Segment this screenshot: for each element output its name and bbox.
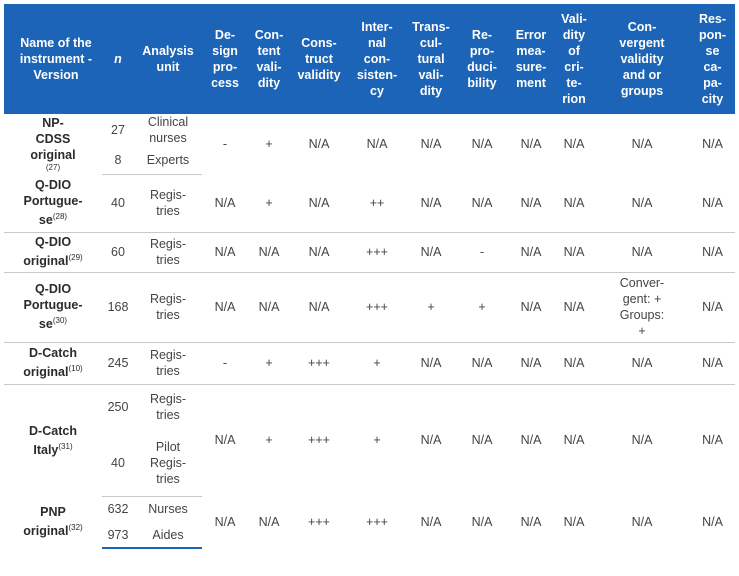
- header-text: nal: [367, 36, 387, 50]
- reference-number: (32): [68, 523, 83, 533]
- rating-line: Groups:: [619, 308, 665, 322]
- analysis-unit-line: Regis-: [149, 392, 187, 407]
- rating-cell: +++: [348, 232, 406, 272]
- header-text: tural: [417, 52, 445, 66]
- header-text: De-: [214, 28, 236, 42]
- sample-size: 40: [102, 174, 134, 232]
- rating-cell: -: [456, 232, 508, 272]
- rating-cell: +: [348, 342, 406, 384]
- column-header-4: [248, 4, 290, 114]
- rating-cell: ++: [348, 174, 406, 232]
- rating-cell: N/A: [702, 137, 723, 151]
- header-row: [4, 4, 735, 114]
- rating-line: gent: +: [622, 292, 662, 306]
- instrument-name-line: [6, 345, 100, 361]
- header-text: pa-: [703, 76, 722, 90]
- reference-number: (27): [45, 163, 61, 172]
- rating-cell: +++: [366, 515, 388, 529]
- rating-cell: N/A: [471, 515, 493, 529]
- rating-cell: N/A: [520, 515, 542, 529]
- instrument-name: [4, 114, 102, 174]
- table-header: [4, 4, 735, 114]
- sample-size: 250: [107, 400, 129, 415]
- instrument-name: [4, 174, 102, 232]
- instrument-name-line: [6, 281, 100, 297]
- rating-cell: N/A: [690, 342, 735, 384]
- table-row: [4, 232, 735, 272]
- rating-cell: N/A: [456, 174, 508, 232]
- header-text: Con-: [627, 20, 657, 34]
- rating-cell: N/A: [248, 272, 290, 342]
- instrument-name-line: [6, 209, 100, 228]
- analysis-unit-line: Regis-: [149, 188, 187, 202]
- rating-cell: N/A: [214, 433, 236, 448]
- table-row: [4, 496, 735, 522]
- analysis-unit-line: Nurses: [148, 502, 188, 517]
- rating-cell: +++: [308, 433, 330, 448]
- header-text: pro-: [469, 44, 495, 58]
- rating-cell: +++: [308, 515, 330, 529]
- instrument-name-text: D-Catch: [29, 346, 77, 361]
- rating-cell: N/A: [202, 174, 248, 232]
- instrument-name-line: [6, 439, 100, 458]
- instrument-name: [4, 342, 102, 384]
- instrument-name-line: [6, 147, 100, 163]
- table-body: [4, 114, 735, 548]
- table-row: [4, 174, 735, 232]
- rating-cell: N/A: [563, 137, 585, 151]
- header-text: of: [568, 44, 580, 58]
- header-text: Error: [515, 28, 547, 42]
- sample-size: 27: [111, 123, 125, 137]
- column-header-12: [690, 4, 735, 114]
- instrument-name-line: [6, 177, 100, 193]
- analysis-unit: [134, 430, 202, 496]
- instrument-name-line: [6, 131, 100, 147]
- instrument-name-text: Q-DIO: [34, 178, 72, 193]
- reference-number: (29): [68, 253, 83, 263]
- instrument-name-text: original: [23, 254, 69, 269]
- reference-number: (28): [52, 212, 68, 222]
- header-text: groups: [620, 84, 664, 98]
- rating-cell: N/A: [406, 342, 456, 384]
- analysis-unit-line: Aides: [152, 527, 184, 542]
- header-text: Version: [33, 68, 79, 82]
- instrument-name-text: Italy: [33, 442, 59, 457]
- instrument-name-text: NP-: [42, 116, 64, 130]
- header-text: mea-: [516, 44, 546, 58]
- analysis-unit-line: Experts: [146, 152, 190, 167]
- rating-cell: N/A: [554, 232, 594, 272]
- analysis-unit-line: Regis-: [149, 348, 187, 362]
- rating-cell: N/A: [258, 515, 280, 529]
- instrument-name-text: PNP: [40, 505, 66, 520]
- analysis-unit-line: Regis-: [149, 292, 187, 306]
- rating-cell: +: [248, 342, 290, 384]
- rating-cell: +++: [348, 272, 406, 342]
- table-row: [4, 272, 735, 342]
- header-text: Name of the: [20, 36, 92, 50]
- header-text: cri-: [564, 60, 584, 74]
- rating-cell: N/A: [594, 342, 690, 384]
- header-text: bility: [467, 76, 497, 90]
- rating-cell: +: [248, 174, 290, 232]
- instrument-name-line: [6, 250, 100, 269]
- header-text: rion: [562, 92, 586, 106]
- column-header-0: [4, 4, 102, 114]
- rating-cell: N/A: [420, 515, 442, 529]
- rating-cell: N/A: [690, 272, 735, 342]
- column-header-3: [202, 4, 248, 114]
- analysis-unit-line: tries: [156, 408, 180, 423]
- rating-cell: -: [202, 342, 248, 384]
- rating-cell: [594, 272, 690, 342]
- rating-cell: N/A: [690, 232, 735, 272]
- column-header-11: [594, 4, 690, 114]
- rating-cell: N/A: [554, 272, 594, 342]
- header-text: con-: [363, 52, 391, 66]
- header-text: cul-: [419, 36, 443, 50]
- rating-cell: N/A: [554, 342, 594, 384]
- rating-cell: N/A: [508, 342, 554, 384]
- column-header-1: [102, 4, 134, 114]
- column-header-6: [348, 4, 406, 114]
- rating-cell: N/A: [508, 232, 554, 272]
- instrument-name: [4, 272, 102, 342]
- instrument-name-text: original: [23, 524, 69, 539]
- rating-cell: +: [265, 137, 273, 151]
- header-text: instrument -: [19, 52, 93, 66]
- rating-cell: N/A: [290, 272, 348, 342]
- rating-cell: N/A: [508, 272, 554, 342]
- instrument-name: [4, 496, 102, 548]
- header-text: unit: [156, 60, 180, 74]
- rating-cell: N/A: [420, 137, 442, 151]
- column-header-8: [456, 4, 508, 114]
- table-row: [4, 114, 735, 146]
- instrument-name-line: [6, 313, 100, 332]
- analysis-unit: [134, 174, 202, 232]
- header-text: ment: [516, 76, 546, 90]
- rating-cell: N/A: [290, 174, 348, 232]
- sample-size: 973: [102, 522, 134, 548]
- rating-cell: +: [373, 433, 381, 448]
- rating-cell: N/A: [508, 174, 554, 232]
- rating-cell: N/A: [456, 342, 508, 384]
- rating-cell: N/A: [471, 137, 493, 151]
- rating-cell: N/A: [563, 433, 585, 448]
- rating-cell: -: [222, 137, 228, 151]
- analysis-unit-line: Pilot: [155, 439, 181, 454]
- analysis-unit-line: tries: [156, 471, 180, 486]
- header-text: vali-: [418, 68, 444, 82]
- rating-cell: +: [406, 272, 456, 342]
- header-text: Vali-: [561, 12, 587, 26]
- header-text: dity: [419, 84, 443, 98]
- rating-cell: N/A: [631, 515, 653, 529]
- header-text: Cons-: [301, 36, 337, 50]
- analysis-unit-line: Clinical: [147, 115, 189, 129]
- header-text: sign: [212, 44, 238, 58]
- rating-cell: N/A: [631, 433, 653, 448]
- instrument-name-text: se: [38, 213, 53, 228]
- column-header-10: [554, 4, 594, 114]
- reference-number: (31): [58, 441, 73, 451]
- instrument-name-text: CDSS: [35, 132, 71, 146]
- analysis-unit: [134, 146, 202, 174]
- analysis-unit-line: Regis-: [149, 237, 187, 251]
- rating-cell: N/A: [563, 515, 585, 529]
- header-text: Analysis: [142, 44, 194, 58]
- header-text: ca-: [703, 60, 722, 74]
- rating-cell: N/A: [290, 232, 348, 272]
- rating-cell: N/A: [702, 515, 723, 529]
- instrument-name-text: Portugue-: [23, 298, 83, 313]
- table-row: [4, 342, 735, 384]
- rating-cell: N/A: [406, 174, 456, 232]
- header-text: vali-: [256, 60, 282, 74]
- validity-table: [4, 4, 735, 549]
- instrument-name-text: original: [30, 148, 76, 162]
- instrument-name-line: [6, 423, 100, 439]
- analysis-unit: [134, 114, 202, 146]
- rating-cell: N/A: [702, 433, 723, 448]
- analysis-unit-line: tries: [156, 204, 180, 218]
- reference-number: (30): [52, 316, 68, 326]
- reference-number: (10): [68, 364, 83, 374]
- header-text: validity: [620, 52, 664, 66]
- analysis-unit: [134, 522, 202, 548]
- header-text: Trans-: [412, 20, 450, 34]
- instrument-name-text: D-Catch: [29, 423, 77, 438]
- rating-cell: N/A: [520, 433, 542, 448]
- header-text: sure-: [515, 60, 547, 74]
- sample-size: 168: [102, 272, 134, 342]
- instrument-name-line: [6, 115, 100, 131]
- instrument-name-text: original: [23, 365, 69, 380]
- header-text: cy: [370, 84, 384, 98]
- header-text: sisten-: [356, 68, 398, 82]
- instrument-name-line: [6, 234, 100, 250]
- instrument-name-text: Q-DIO: [34, 282, 72, 297]
- sample-size: 632: [107, 502, 129, 517]
- instrument-name: [4, 232, 102, 272]
- sample-size: 245: [102, 342, 134, 384]
- rating-cell: +++: [290, 342, 348, 384]
- rating-cell: N/A: [594, 232, 690, 272]
- rating-line: +: [638, 324, 646, 338]
- table-row: [4, 384, 735, 430]
- rating-cell: N/A: [406, 232, 456, 272]
- instrument-name-text: Portugue-: [23, 194, 83, 209]
- sample-size: 60: [102, 232, 134, 272]
- instrument-name-line: [6, 193, 100, 209]
- instrument-name-line: [6, 520, 100, 539]
- header-text: te-: [566, 76, 582, 90]
- analysis-unit: [134, 272, 202, 342]
- instrument-name-text: se: [38, 317, 53, 332]
- header-text: city: [701, 92, 724, 106]
- header-text: pro-: [212, 60, 238, 74]
- analysis-unit-line: tries: [156, 253, 180, 267]
- instrument-name-line: [6, 297, 100, 313]
- analysis-unit-line: nurses: [149, 131, 187, 145]
- header-text: validity: [297, 68, 341, 82]
- header-text: pon-: [698, 28, 727, 42]
- rating-cell: +: [265, 433, 273, 448]
- column-header-9: [508, 4, 554, 114]
- header-text: vergent: [619, 36, 665, 50]
- rating-cell: N/A: [214, 515, 236, 529]
- analysis-unit: [134, 496, 202, 522]
- analysis-unit: [134, 342, 202, 384]
- header-text: duci-: [467, 60, 497, 74]
- analysis-unit: [134, 232, 202, 272]
- analysis-unit-line: Regis-: [149, 455, 187, 470]
- sample-size: 40: [102, 430, 134, 496]
- rating-cell: N/A: [308, 137, 330, 151]
- header-text: Con-: [254, 28, 284, 42]
- column-header-5: [290, 4, 348, 114]
- header-text: Inter-: [361, 20, 393, 34]
- sample-size: 8: [102, 146, 134, 174]
- header-text: n: [114, 52, 122, 66]
- header-text: dity: [257, 76, 281, 90]
- header-text: tent: [257, 44, 281, 58]
- rating-cell: N/A: [202, 272, 248, 342]
- rating-cell: N/A: [520, 137, 542, 151]
- rating-line: Conver-: [619, 276, 665, 290]
- analysis-unit-line: tries: [156, 364, 180, 378]
- rating-cell: N/A: [202, 232, 248, 272]
- instrument-name-line: [6, 504, 100, 520]
- rating-cell: N/A: [631, 137, 653, 151]
- analysis-unit-line: tries: [156, 308, 180, 322]
- rating-cell: N/A: [248, 232, 290, 272]
- analysis-unit: [134, 384, 202, 430]
- rating-cell: N/A: [471, 433, 493, 448]
- header-text: se: [705, 44, 720, 58]
- header-text: cess: [211, 76, 239, 90]
- header-text: and or: [622, 68, 662, 82]
- rating-cell: N/A: [420, 433, 442, 448]
- header-text: dity: [562, 28, 586, 42]
- instrument-name: [4, 384, 102, 496]
- rating-cell: N/A: [594, 174, 690, 232]
- header-text: truct: [305, 52, 333, 66]
- column-header-7: [406, 4, 456, 114]
- column-header-2: [134, 4, 202, 114]
- rating-cell: N/A: [366, 137, 388, 151]
- instrument-name-line: [6, 361, 100, 380]
- instrument-name-text: Q-DIO: [34, 235, 72, 250]
- header-text: Re-: [471, 28, 493, 42]
- header-text: Res-: [698, 12, 727, 26]
- rating-cell: N/A: [554, 174, 594, 232]
- rating-cell: +: [456, 272, 508, 342]
- rating-cell: N/A: [690, 174, 735, 232]
